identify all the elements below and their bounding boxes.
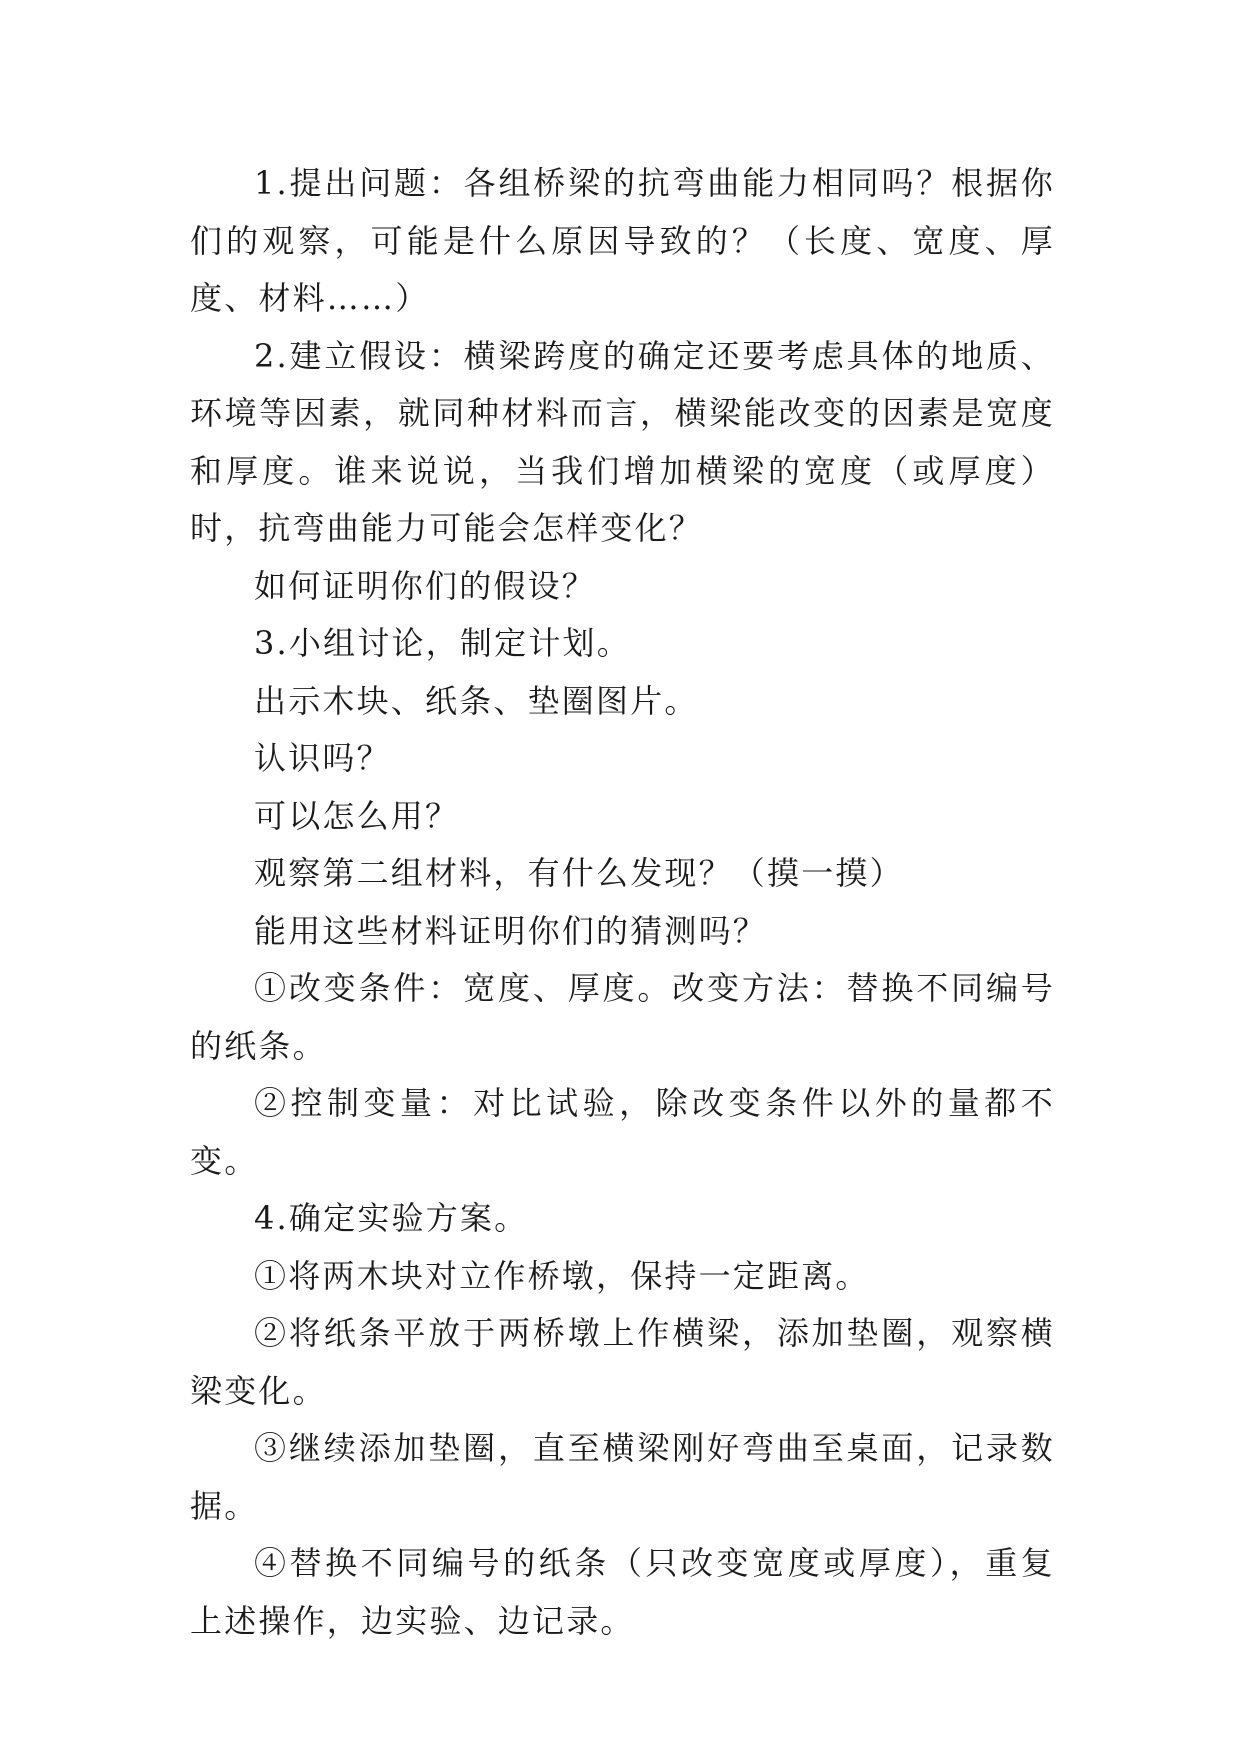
paragraph-how-to-use: 可以怎么用？ (254, 796, 460, 835)
document-body (190, 155, 1055, 1650)
paragraph-step-3: ③继续添加垫圈，直至横梁刚好弯曲至桌面，记录数据。 (190, 1429, 1055, 1525)
paragraph-step-2: ②将纸条平放于两桥墩上作横梁，添加垫圈，观察横梁变化。 (190, 1314, 1055, 1410)
paragraph-verify: 能用这些材料证明你们的猜测吗？ (254, 911, 768, 950)
paragraph-step-1: ①将两木块对立作桥墩，保持一定距离。 (254, 1256, 870, 1295)
paragraph-change-condition: ①改变条件：宽度、厚度。改变方法：替换不同编号的纸条。 (190, 969, 1055, 1065)
paragraph-plan-title: 4.确定实验方案。 (254, 1199, 529, 1237)
paragraph-show-materials: 出示木块、纸条、垫圈图片。 (254, 681, 699, 720)
paragraph-question: 1.提出问题：各组桥梁的抗弯曲能力相同吗？根据你们的观察，可能是什么原因导致的？（长度、宽度、厚度、材料……） (190, 164, 1055, 317)
paragraph-prove: 如何证明你们的假设？ (254, 566, 597, 605)
paragraph-recognize: 认识吗？ (254, 739, 391, 777)
paragraph-hypothesis: 2.建立假设：横梁跨度的确定还要考虑具体的地质、环境等因素，就同种材料而言，横梁能改变的因素是宽度和厚度。谁来说说，当我们增加横梁的宽度（或厚度）时，抗弯曲能力可能会怎样变化？ (190, 336, 1055, 547)
paragraph-observe: 观察第二组材料，有什么发现？（摸一摸） (254, 854, 904, 892)
paragraph-control-variable: ②控制变量：对比试验，除改变条件以外的量都不变。 (190, 1084, 1055, 1180)
paragraph-discussion: 3.小组讨论，制定计划。 (254, 624, 631, 662)
paragraph-step-4: ④替换不同编号的纸条（只改变宽度或厚度），重复上述操作，边实验、边记录。 (190, 1544, 1055, 1640)
